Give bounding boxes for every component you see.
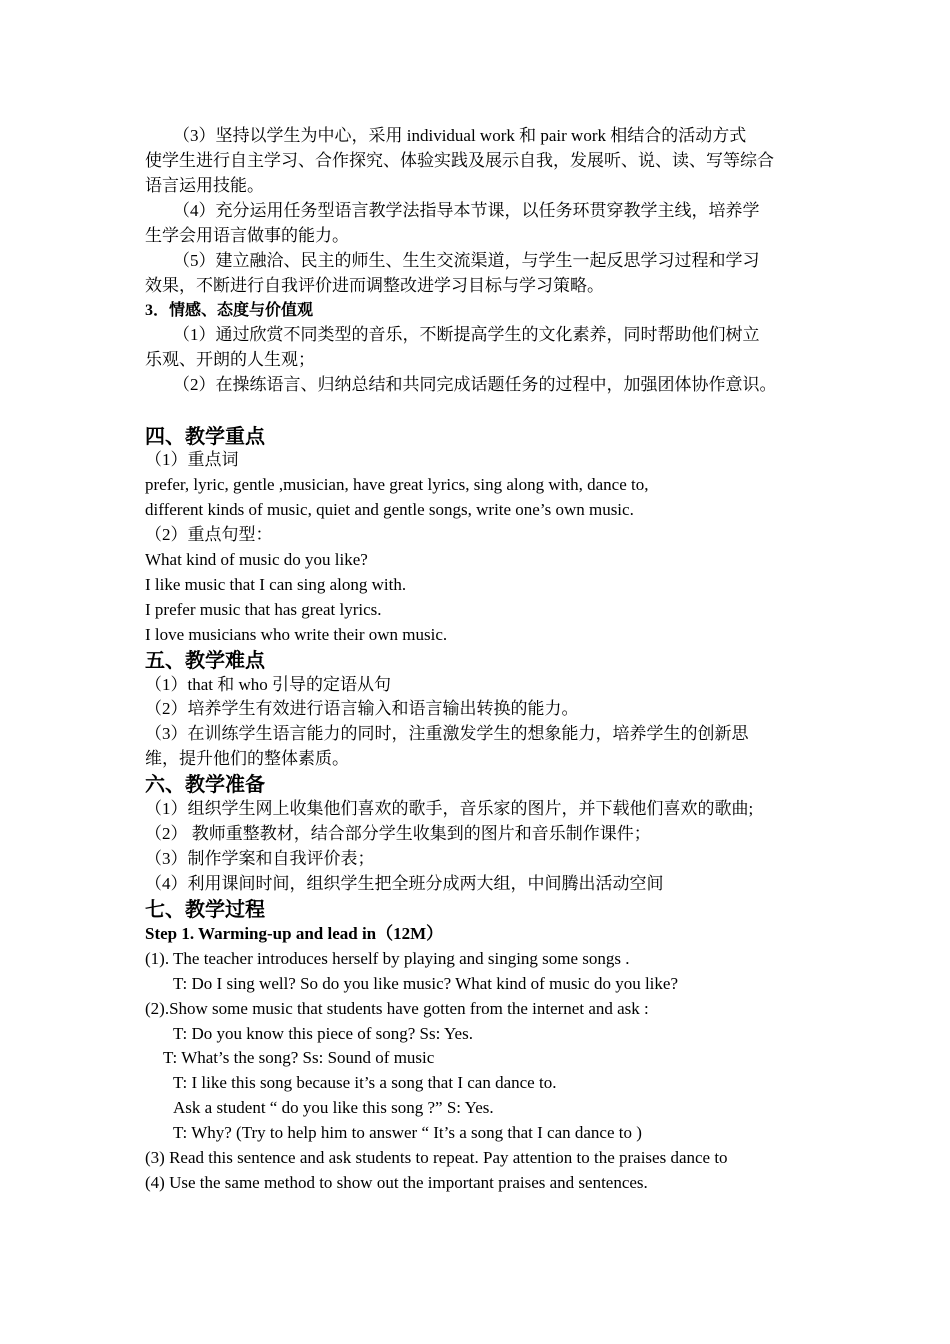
section-heading-process: 七、教学过程 (145, 897, 265, 921)
list-item: （1）that 和 who 引导的定语从句 (145, 675, 392, 694)
list-item: （1）重点词 (145, 450, 239, 469)
paragraph-line: 语言运用技能。 (145, 176, 264, 195)
paragraph-line: （2）在操练语言、归纳总结和共同完成话题任务的过程中，加强团体协作意识。 (173, 375, 777, 394)
section-heading-difficulties: 五、教学难点 (145, 648, 265, 672)
paragraph-line: （5）建立融洽、民主的师生、生生交流渠道，与学生一起反思学习过程和学习 (173, 251, 760, 270)
list-item: (4) Use the same method to show out the important praises and sentences. (145, 1173, 648, 1192)
list-item: （4）利用课间时间，组织学生把全班分成两大组，中间腾出活动空间 (145, 874, 664, 893)
dialogue-line: T: I like this song because it’s a song that I can dance to. (173, 1073, 557, 1092)
list-item: （2）重点句型： (145, 525, 273, 544)
paragraph-line: 生学会用语言做事的能力。 (145, 226, 349, 245)
paragraph-line: 效果，不断进行自我评价进而调整改进学习目标与学习策略。 (145, 276, 604, 295)
list-item: I prefer music that has great lyrics. (145, 600, 382, 619)
list-item: 维，提升他们的整体素质。 (145, 749, 349, 768)
paragraph-line: 乐观、开朗的人生观； (145, 350, 315, 369)
dialogue-line: T: What’s the song? Ss: Sound of music (163, 1048, 435, 1067)
list-item: prefer, lyric, gentle ,musician, have great lyrics, sing along with, dance to, (145, 475, 649, 494)
dialogue-line: T: Do I sing well? So do you like music? What kind of music do you like? (173, 974, 678, 993)
paragraph-line: （3）坚持以学生为中心，采用 individual work 和 pair work 相结合的活动方式 (173, 126, 747, 145)
list-item: I like music that I can sing along with. (145, 575, 407, 594)
section-heading-preparation: 六、教学准备 (145, 772, 265, 796)
dialogue-line: T: Do you know this piece of song? Ss: Yes. (173, 1024, 473, 1043)
list-item: （2）培养学生有效进行语言输入和语言输出转换的能力。 (145, 699, 579, 718)
list-item: (1). The teacher introduces herself by playing and singing some songs . (145, 949, 630, 968)
list-item: I love musicians who write their own music. (145, 625, 448, 644)
list-item: (2).Show some music that students have gotten from the internet and ask : (145, 999, 649, 1018)
list-item: （3）在训练学生语言能力的同时，注重激发学生的想象能力，培养学生的创新思 (145, 724, 749, 743)
list-item: （3）制作学案和自我评价表； (145, 849, 375, 868)
paragraph-line: （4）充分运用任务型语言教学法指导本节课，以任务环贯穿教学主线，培养学 (173, 201, 760, 220)
paragraph-line: 使学生进行自主学习、合作探究、体验实践及展示自我，发展听、说、读、写等综合 (145, 151, 774, 170)
dialogue-line: T: Why? (Try to help him to answer “ It’s a song that I can dance to ) (173, 1123, 642, 1142)
list-item: (3) Read this sentence and ask students to repeat. Pay attention to the praises dance to (145, 1148, 728, 1167)
paragraph-line: （1）通过欣赏不同类型的音乐，不断提高学生的文化素养，同时帮助他们树立 (173, 325, 760, 344)
list-item: What kind of music do you like? (145, 550, 368, 569)
list-item: different kinds of music, quiet and gentle songs, write one’s own music. (145, 500, 634, 519)
list-item: （1）组织学生网上收集他们喜欢的歌手，音乐家的图片，并下载他们喜欢的歌曲; (145, 799, 754, 818)
section-heading-key-points: 四、教学重点 (145, 424, 265, 448)
list-item: （2） 教师重整教材，结合部分学生收集到的图片和音乐制作课件； (145, 824, 651, 843)
step-title: Step 1. Warming-up and lead in（12M） (145, 924, 444, 943)
dialogue-line: Ask a student “ do you like this song ?” S: Yes. (173, 1098, 494, 1117)
subheading-emotion: 3．情感、态度与价值观 (145, 302, 314, 319)
